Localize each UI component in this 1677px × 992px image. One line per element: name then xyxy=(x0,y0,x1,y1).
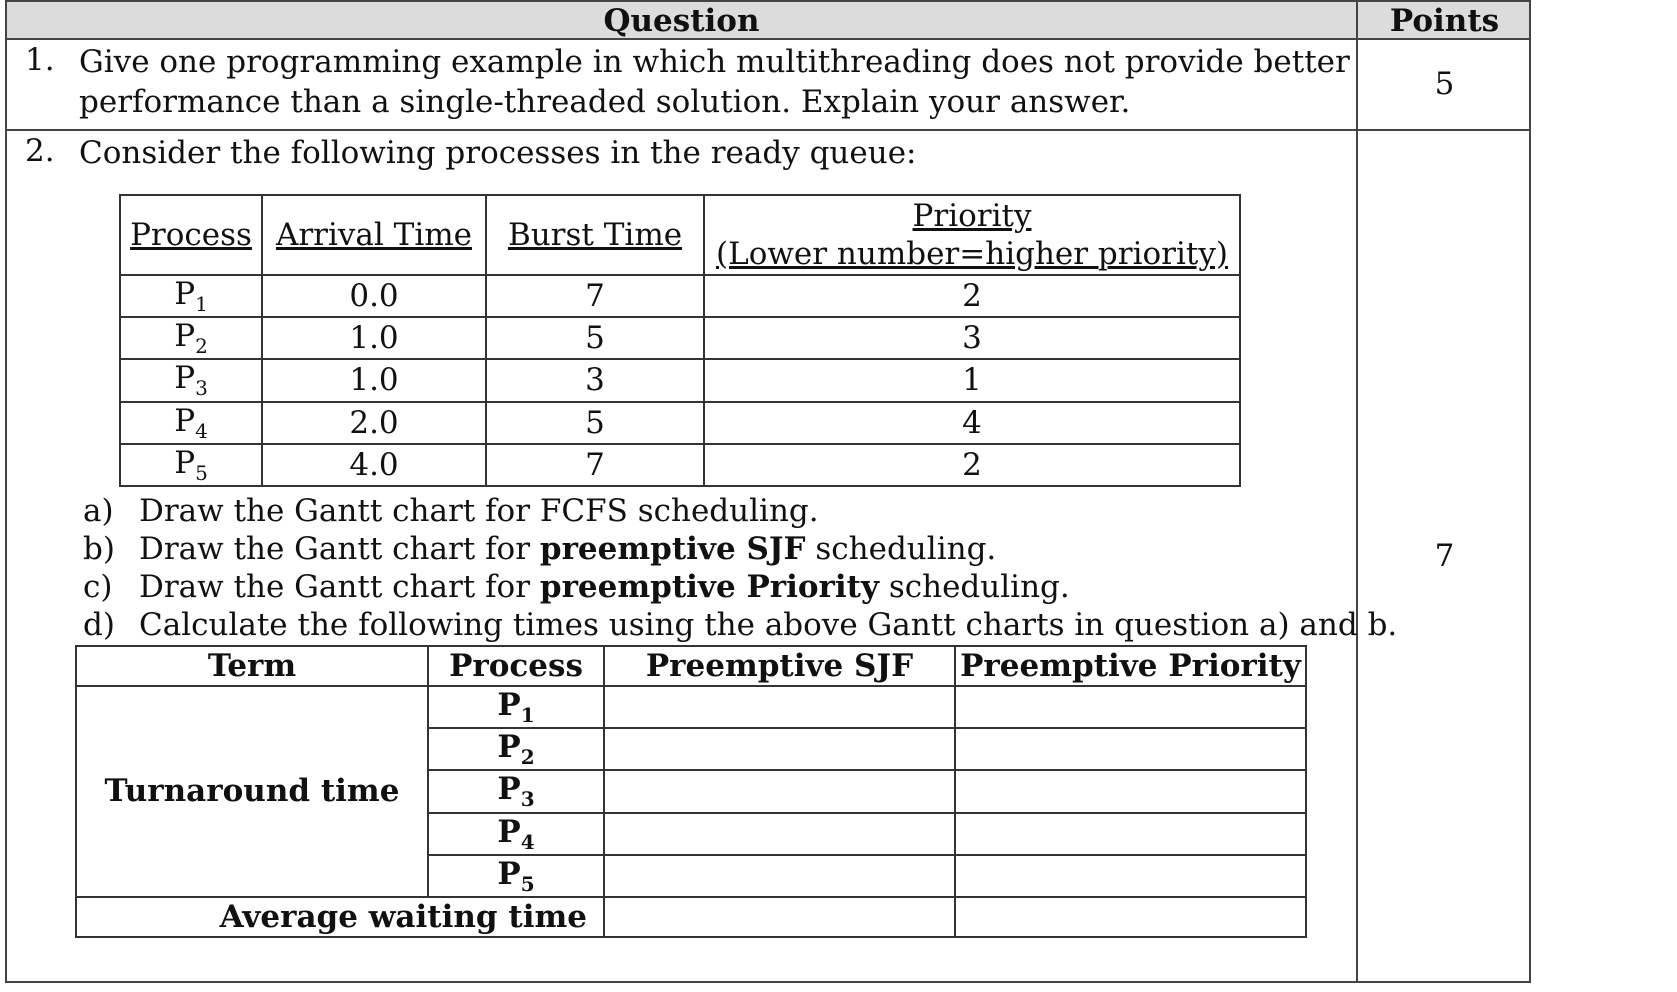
answer-cell[interactable] xyxy=(604,728,955,770)
table-row: $P_2$ 1.0 5 3 xyxy=(120,317,1240,359)
question1-number: 1. xyxy=(25,42,55,78)
part-b: b) Draw the Gantt chart for preemptive SJF scheduling. xyxy=(83,531,997,567)
question2-number: 2. xyxy=(25,133,55,169)
process-table xyxy=(119,194,1241,487)
question1-line2: performance than a single-threaded solution. Explain your answer. xyxy=(79,84,1131,120)
points-header: Points xyxy=(1389,3,1500,39)
answer-cell[interactable] xyxy=(604,770,955,812)
question2-parts xyxy=(83,492,1397,644)
table-row: $P_4$ xyxy=(76,813,1306,855)
answer-cell[interactable] xyxy=(604,855,955,897)
table-row: $P_3$ 1.0 3 1 xyxy=(120,359,1240,401)
average-waiting-label: Average waiting time xyxy=(76,897,604,937)
table-row: $P_4$ 2.0 5 4 xyxy=(120,402,1240,444)
row-divider xyxy=(7,129,1529,131)
answer-cell[interactable] xyxy=(955,855,1306,897)
answer-cell[interactable] xyxy=(604,686,955,728)
table-row: $P_2$ xyxy=(76,728,1306,770)
summary-table-header xyxy=(76,646,1306,686)
question-sheet xyxy=(5,0,1531,983)
part-c: c) Draw the Gantt chart for preemptive Priority scheduling. xyxy=(83,569,1070,605)
header-process: Process xyxy=(120,195,262,275)
header-row xyxy=(7,2,1529,40)
answer-cell[interactable] xyxy=(955,686,1306,728)
table-row: $P_1$ 0.0 7 2 xyxy=(120,275,1240,317)
turnaround-label: Turnaround time xyxy=(76,686,428,897)
answer-cell[interactable] xyxy=(955,770,1306,812)
question2-intro: Consider the following processes in the ready queue: xyxy=(79,135,917,171)
question2-points: 7 xyxy=(1434,538,1455,574)
summary-table xyxy=(75,645,1307,938)
table-row: $P_5$ xyxy=(76,855,1306,897)
process-table-header xyxy=(120,195,1240,275)
header-preemptive-sjf: Preemptive SJF xyxy=(604,646,955,686)
header-term: Term xyxy=(76,646,428,686)
answer-cell[interactable] xyxy=(955,813,1306,855)
header-process: Process xyxy=(428,646,604,686)
header-arrival-time: Arrival Time xyxy=(262,195,486,275)
header-preemptive-priority: Preemptive Priority xyxy=(955,646,1306,686)
table-row: Turnaround time $P_1$ xyxy=(76,686,1306,728)
table-row: $P_5$ 4.0 7 2 xyxy=(120,444,1240,486)
answer-cell[interactable] xyxy=(604,813,955,855)
answer-cell[interactable] xyxy=(604,897,955,937)
table-row xyxy=(76,897,1306,937)
question-header: Question xyxy=(603,3,760,39)
answer-cell[interactable] xyxy=(955,897,1306,937)
header-priority: Priority (Lower number=higher priority) xyxy=(704,195,1240,275)
question1-text xyxy=(79,42,1350,122)
question1-points: 5 xyxy=(1434,66,1455,102)
table-row: $P_3$ xyxy=(76,770,1306,812)
part-d: d) Calculate the following times using the above Gantt charts in question a) and b. xyxy=(83,607,1398,643)
header-burst-time: Burst Time xyxy=(486,195,704,275)
part-a: a) Draw the Gantt chart for FCFS scheduling. xyxy=(83,493,819,529)
question1-line1: Give one programming example in which multithreading does not provide better xyxy=(79,44,1350,80)
answer-cell[interactable] xyxy=(955,728,1306,770)
